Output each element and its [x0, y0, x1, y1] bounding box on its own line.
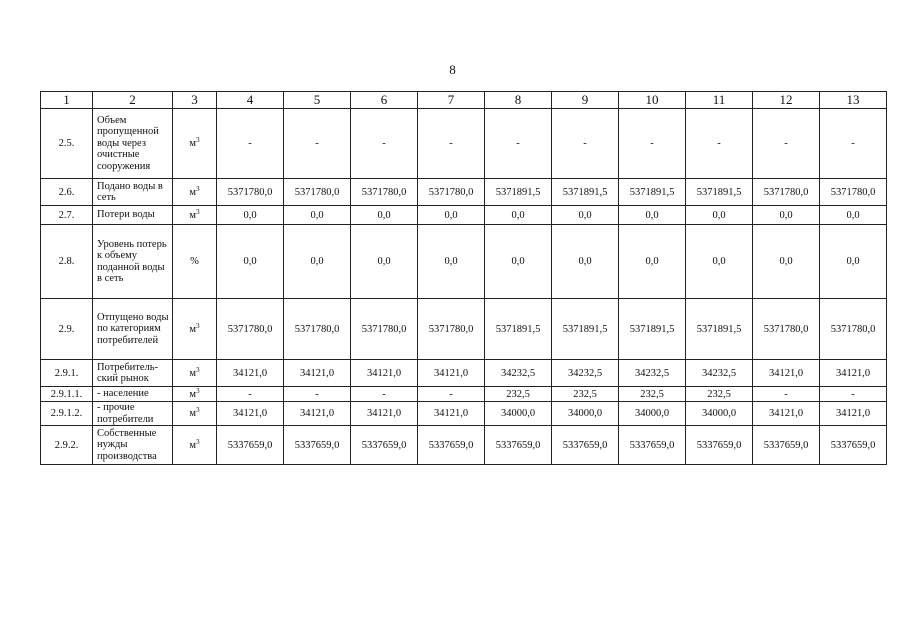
header-cell: 1: [41, 92, 93, 109]
row-code: 2.9.2.: [41, 426, 93, 465]
value-cell: 0,0: [552, 206, 619, 225]
table-row: [41, 426, 887, 465]
value-cell: 5371891,5: [485, 299, 552, 360]
row-name: Подано воды в сеть: [93, 179, 173, 206]
unit-superscript: 3: [196, 386, 200, 395]
header-cell: 8: [485, 92, 552, 109]
row-unit: [173, 179, 217, 206]
header-cell: 7: [418, 92, 485, 109]
value-cell: 5371891,5: [686, 179, 753, 206]
value-cell: 5371780,0: [418, 299, 485, 360]
value-cell: 34121,0: [284, 402, 351, 426]
page-number: 8: [449, 62, 456, 77]
table-row: [41, 109, 887, 179]
value-cell: 34121,0: [820, 360, 887, 387]
value-cell: 0,0: [217, 225, 284, 299]
unit-superscript: 3: [196, 406, 200, 414]
value-cell: 0,0: [418, 225, 485, 299]
value-cell: 5371780,0: [217, 179, 284, 206]
value-cell: -: [351, 109, 418, 179]
header-cell: 3: [173, 92, 217, 109]
value-cell: 5337659,0: [351, 426, 418, 465]
value-cell: 5371891,5: [619, 299, 686, 360]
value-cell: 0,0: [485, 225, 552, 299]
value-cell: 34121,0: [418, 360, 485, 387]
value-cell: 34232,5: [686, 360, 753, 387]
value-cell: 5337659,0: [418, 426, 485, 465]
row-name: Потери воды: [93, 206, 173, 225]
value-cell: 5371780,0: [753, 299, 820, 360]
value-cell: 5337659,0: [485, 426, 552, 465]
value-cell: 34000,0: [619, 402, 686, 426]
value-cell: 232,5: [552, 387, 619, 402]
value-cell: 34121,0: [351, 402, 418, 426]
table-row: [41, 402, 887, 426]
table-row: [41, 360, 887, 387]
value-cell: 5371780,0: [418, 179, 485, 206]
value-cell: 232,5: [619, 387, 686, 402]
header-cell: 9: [552, 92, 619, 109]
value-cell: 0,0: [820, 225, 887, 299]
value-cell: 5371891,5: [619, 179, 686, 206]
row-unit: [173, 225, 217, 299]
unit-text: м: [189, 209, 197, 221]
row-code: 2.9.1.1.: [41, 387, 93, 402]
value-cell: 5371891,5: [485, 179, 552, 206]
row-code: 2.6.: [41, 179, 93, 206]
value-cell: 5337659,0: [619, 426, 686, 465]
value-cell: 0,0: [753, 206, 820, 225]
header-cell: 13: [820, 92, 887, 109]
table-row: [41, 225, 887, 299]
header-cell: 6: [351, 92, 418, 109]
unit-superscript: 3: [196, 365, 200, 374]
value-cell: 5371780,0: [284, 299, 351, 360]
water-balance-table: [40, 91, 887, 465]
value-cell: 0,0: [217, 206, 284, 225]
header-cell: 4: [217, 92, 284, 109]
unit-superscript: 3: [196, 207, 200, 216]
value-cell: 34121,0: [217, 402, 284, 426]
value-cell: 34121,0: [418, 402, 485, 426]
value-cell: 5337659,0: [552, 426, 619, 465]
row-code: 2.7.: [41, 206, 93, 225]
value-cell: 5371780,0: [284, 179, 351, 206]
row-unit: [173, 387, 217, 402]
value-cell: 34121,0: [217, 360, 284, 387]
value-cell: 0,0: [418, 206, 485, 225]
value-cell: 5371780,0: [753, 179, 820, 206]
table-row: [41, 387, 887, 402]
value-cell: -: [217, 387, 284, 402]
value-cell: -: [485, 109, 552, 179]
value-cell: 0,0: [753, 225, 820, 299]
value-cell: 34121,0: [351, 360, 418, 387]
row-unit: [173, 402, 217, 426]
value-cell: 0,0: [284, 206, 351, 225]
unit-text: м: [189, 323, 197, 335]
header-row: [41, 92, 887, 109]
unit-text: м: [189, 408, 197, 419]
table-row: [41, 206, 887, 225]
row-code: 2.8.: [41, 225, 93, 299]
value-cell: 5371891,5: [552, 299, 619, 360]
value-cell: 34232,5: [552, 360, 619, 387]
value-cell: 5371891,5: [552, 179, 619, 206]
value-cell: -: [351, 387, 418, 402]
value-cell: 34121,0: [753, 360, 820, 387]
table-row: [41, 299, 887, 360]
header-cell: 10: [619, 92, 686, 109]
unit-superscript: 3: [196, 437, 200, 446]
row-name: Объем пропущенной воды через очистные сооружения: [93, 109, 173, 179]
value-cell: -: [753, 109, 820, 179]
value-cell: 0,0: [619, 225, 686, 299]
unit-text: м: [189, 138, 197, 149]
row-name: Собственные нужды производства: [93, 426, 173, 465]
value-cell: 5337659,0: [820, 426, 887, 465]
header-cell: 11: [686, 92, 753, 109]
row-unit: [173, 299, 217, 360]
header-cell: 5: [284, 92, 351, 109]
value-cell: 5337659,0: [217, 426, 284, 465]
unit-text: м: [189, 439, 197, 451]
value-cell: 5371891,5: [686, 299, 753, 360]
unit-text: м: [189, 388, 197, 400]
row-code: 2.9.: [41, 299, 93, 360]
value-cell: -: [217, 109, 284, 179]
unit-superscript: 3: [196, 184, 200, 193]
value-cell: 5371780,0: [820, 299, 887, 360]
value-cell: 0,0: [351, 206, 418, 225]
value-cell: 5337659,0: [753, 426, 820, 465]
header-cell: 12: [753, 92, 820, 109]
unit-text: %: [190, 256, 199, 267]
value-cell: -: [418, 387, 485, 402]
row-unit: [173, 426, 217, 465]
value-cell: -: [284, 109, 351, 179]
value-cell: 0,0: [284, 225, 351, 299]
value-cell: 0,0: [686, 206, 753, 225]
value-cell: 0,0: [619, 206, 686, 225]
unit-text: м: [189, 367, 197, 379]
row-name: - прочие потребители: [93, 402, 173, 426]
value-cell: 232,5: [485, 387, 552, 402]
value-cell: 34000,0: [686, 402, 753, 426]
value-cell: 34232,5: [485, 360, 552, 387]
value-cell: -: [418, 109, 485, 179]
value-cell: 0,0: [686, 225, 753, 299]
unit-superscript: 3: [196, 136, 200, 144]
row-code: 2.5.: [41, 109, 93, 179]
value-cell: -: [686, 109, 753, 179]
header-cell: 2: [93, 92, 173, 109]
value-cell: -: [284, 387, 351, 402]
value-cell: 34121,0: [820, 402, 887, 426]
value-cell: 5371780,0: [351, 179, 418, 206]
value-cell: 0,0: [485, 206, 552, 225]
row-unit: [173, 109, 217, 179]
value-cell: 5371780,0: [820, 179, 887, 206]
row-code: 2.9.1.: [41, 360, 93, 387]
row-name: Потребитель-ский рынок: [93, 360, 173, 387]
unit-text: м: [189, 186, 197, 198]
value-cell: 34232,5: [619, 360, 686, 387]
value-cell: 0,0: [351, 225, 418, 299]
value-cell: 34121,0: [284, 360, 351, 387]
value-cell: 232,5: [686, 387, 753, 402]
value-cell: 0,0: [820, 206, 887, 225]
row-unit: [173, 206, 217, 225]
row-name: - население: [93, 387, 173, 402]
row-unit: [173, 360, 217, 387]
row-code: 2.9.1.2.: [41, 402, 93, 426]
value-cell: 34000,0: [485, 402, 552, 426]
value-cell: -: [820, 387, 887, 402]
value-cell: 0,0: [552, 225, 619, 299]
unit-superscript: 3: [196, 321, 200, 330]
value-cell: -: [552, 109, 619, 179]
value-cell: 5371780,0: [351, 299, 418, 360]
value-cell: 5337659,0: [284, 426, 351, 465]
value-cell: 5337659,0: [686, 426, 753, 465]
table-row: [41, 179, 887, 206]
value-cell: 5371780,0: [217, 299, 284, 360]
table-body: [41, 92, 887, 465]
value-cell: 34000,0: [552, 402, 619, 426]
row-name: Отпущено воды по категориям потребителей: [93, 299, 173, 360]
value-cell: -: [753, 387, 820, 402]
row-name: Уровень потерь к объему поданной воды в сеть: [93, 225, 173, 299]
value-cell: -: [619, 109, 686, 179]
value-cell: -: [820, 109, 887, 179]
value-cell: 34121,0: [753, 402, 820, 426]
